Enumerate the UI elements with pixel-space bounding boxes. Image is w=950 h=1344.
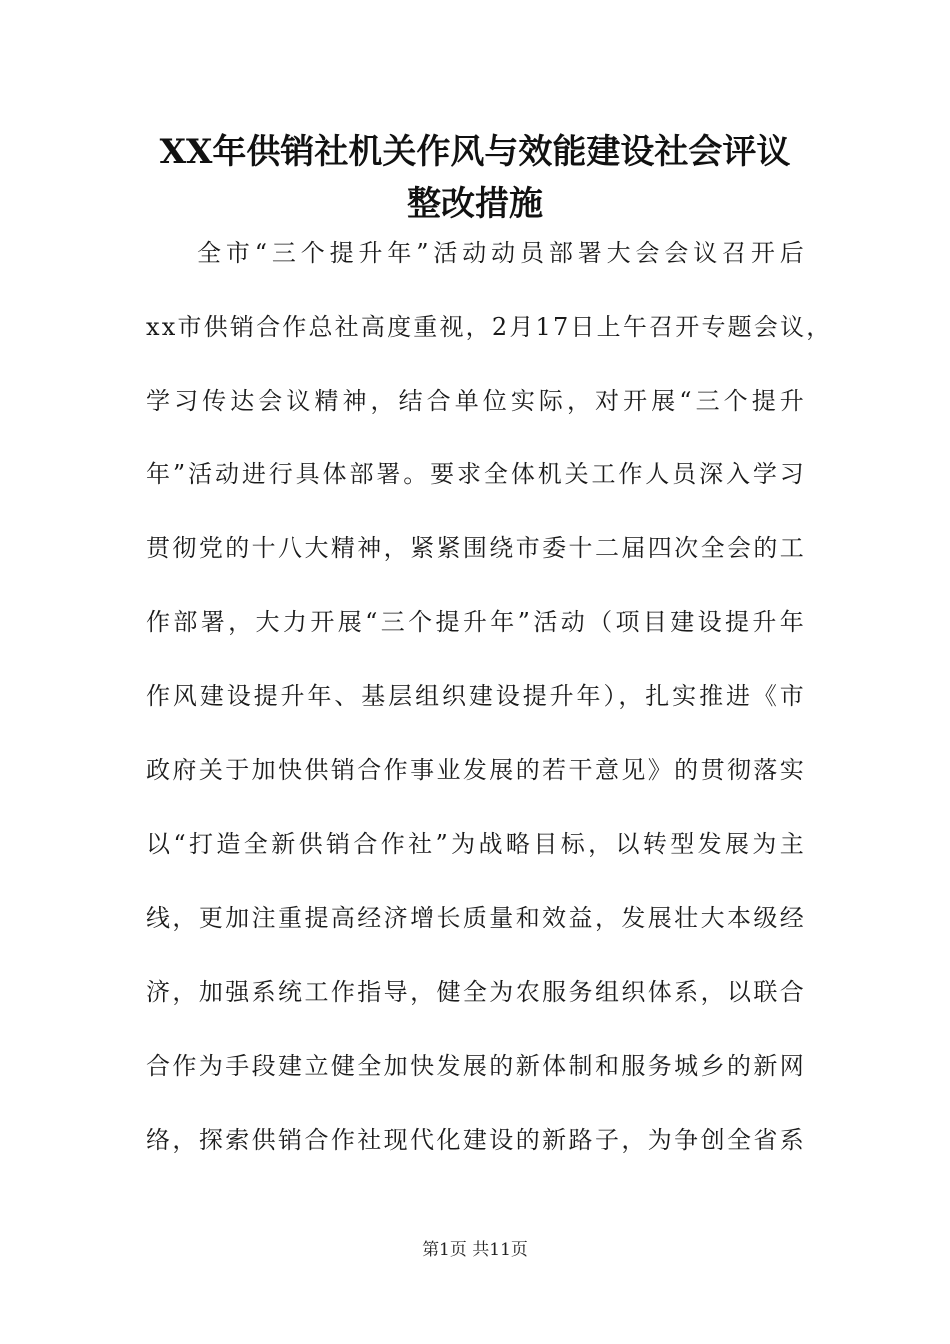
body-text-line: 以“打造全新供销合作社”为战略目标，以转型发展为主 <box>146 830 806 858</box>
body-text-line: 线，更加注重提高经济增长质量和效益，发展壮大本级经 <box>146 904 806 932</box>
page-footer: 第1页 共11页 <box>422 1240 528 1260</box>
body-text-line: 济，加强系统工作指导，健全为农服务组织体系，以联合 <box>146 978 806 1006</box>
body-text-line: 政府关于加快供销合作事业发展的若干意见》的贯彻落实 <box>146 756 806 784</box>
body-text-line: 全市“三个提升年”活动动员部署大会会议召开后 <box>197 239 806 267</box>
body-text-line: 学习传达会议精神，结合单位实际，对开展“三个提升 <box>146 387 806 415</box>
body-text-line: 作风建设提升年、基层组织建设提升年），扎实推进《市 <box>146 682 806 710</box>
body-text-line: 合作为手段建立健全加快发展的新体制和服务城乡的新网 <box>146 1052 806 1080</box>
document-title-line-2: 整改措施 <box>407 184 543 224</box>
body-text-line: 贯彻党的十八大精神，紧紧围绕市委十二届四次全会的工 <box>146 534 806 562</box>
body-text-line: xx市供销合作总社高度重视，2月17日上午召开专题会议， <box>146 313 833 341</box>
body-text-line: 络，探索供销合作社现代化建设的新路子，为争创全省系 <box>146 1126 806 1154</box>
body-text-line: 年”活动进行具体部署。要求全体机关工作人员深入学习 <box>146 460 806 488</box>
document-title-line-1: XX年供销社机关作风与效能建设社会评议 <box>159 132 791 172</box>
body-text-line: 作部署，大力开展“三个提升年”活动（项目建设提升年 <box>146 608 806 636</box>
